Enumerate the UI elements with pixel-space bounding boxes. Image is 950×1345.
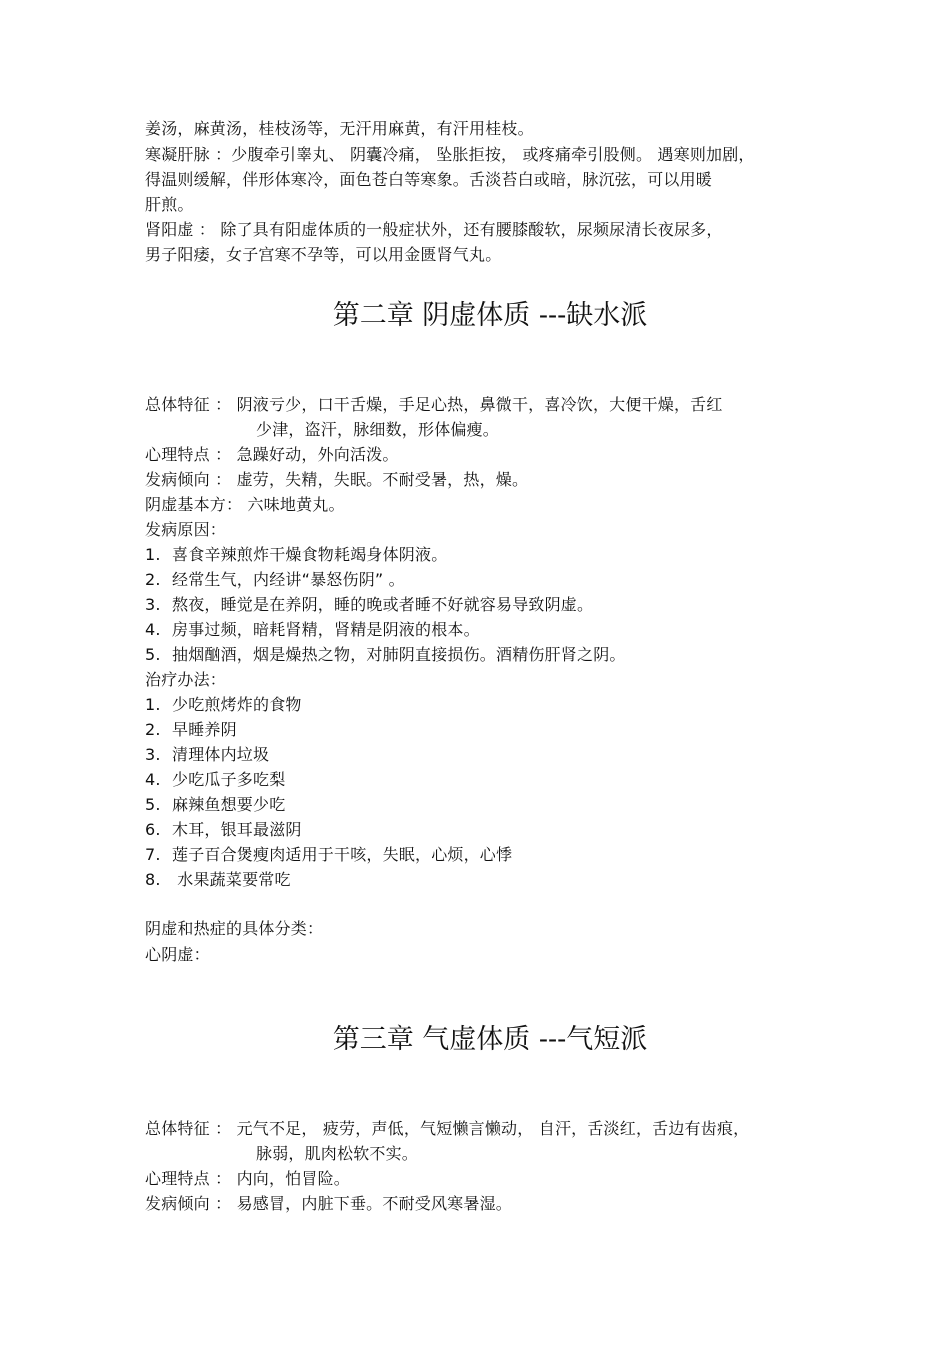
text-line: 姜汤，麻黄汤，桂枝汤等，无汗用麻黄，有汗用桂枝。	[145, 119, 534, 138]
heart-yin-deficiency: 心阴虚：	[145, 945, 210, 964]
list-item: 1. 喜食辛辣煎炸干燥食物耗竭身体阴液。	[145, 545, 448, 564]
overall-features-cont: 脉弱，肌肉松软不实。	[256, 1144, 419, 1163]
psych-traits: 心理特点 ： 内向，怕冒险。	[145, 1169, 350, 1188]
causes-heading: 发病原因：	[145, 520, 227, 539]
list-item: 5. 麻辣鱼想要少吃	[145, 795, 286, 814]
list-item: 4. 少吃瓜子多吃梨	[145, 770, 286, 789]
list-item: 2. 早睡养阴	[145, 720, 237, 739]
disease-tendency: 发病倾向 ： 易感冒，内脏下垂。不耐受风寒暑湿。	[145, 1194, 512, 1213]
text-line: 男子阳痿，女子宫寒不孕等，可以用金匮肾气丸。	[145, 245, 502, 264]
classification-heading: 阴虚和热症的具体分类：	[145, 919, 324, 938]
list-item: 5. 抽烟酗酒，烟是燥热之物，对肺阴直接损伤。酒精伤肝肾之阴。	[145, 645, 626, 664]
chapter-2-title: 第二章 阴虚体质 ---缺水派	[332, 300, 648, 331]
list-item: 6. 木耳，银耳最滋阴	[145, 820, 302, 839]
overall-features-cont: 少津，盗汗，脉细数，形体偏瘦。	[256, 420, 500, 439]
list-item: 7. 莲子百合煲瘦肉适用于干咳，失眠，心烦，心悸	[145, 845, 513, 864]
text-line: 寒凝肝脉 ：少腹牵引睾丸、 阴囊冷痛， 坠胀拒按， 或疼痛牵引股侧。 遇寒则加剧，	[145, 145, 755, 164]
list-item: 1. 少吃煎烤炸的食物	[145, 695, 302, 714]
treatment-heading: 治疗办法：	[145, 670, 227, 689]
basic-prescription: 阴虚基本方： 六味地黄丸。	[145, 495, 345, 514]
list-item: 3. 清理体内垃圾	[145, 745, 270, 764]
list-item: 8. 水果蔬菜要常吃	[145, 870, 291, 889]
overall-features: 总体特征 ： 阴液亏少，口干舌燥，手足心热，鼻微干，喜冷饮，大便干燥，舌红	[145, 395, 723, 414]
text-line: 得温则缓解，伴形体寒冷，面色苍白等寒象。舌淡苔白或暗，脉沉弦，可以用暖	[145, 170, 713, 189]
list-item: 2. 经常生气，内经讲“暴怒伤阴” 。	[145, 570, 405, 589]
psych-traits: 心理特点 ： 急躁好动，外向活泼。	[145, 445, 399, 464]
text-line: 肝煎。	[145, 195, 194, 214]
list-item: 3. 熬夜，睡觉是在养阴，睡的晚或者睡不好就容易导致阴虚。	[145, 595, 594, 614]
disease-tendency: 发病倾向 ： 虚劳，失精，失眠。不耐受暑，热，燥。	[145, 470, 529, 489]
overall-features: 总体特征 ： 元气不足， 疲劳，声低，气短懒言懒动， 自汗，舌淡红，舌边有齿痕，	[145, 1119, 750, 1138]
list-item: 4. 房事过频，暗耗肾精，肾精是阴液的根本。	[145, 620, 480, 639]
text-line: 肾阳虚 ： 除了具有阳虚体质的一般症状外，还有腰膝酸软，尿频尿清长夜尿多，	[145, 220, 723, 239]
chapter-3-title: 第三章 气虚体质 ---气短派	[332, 1024, 648, 1055]
